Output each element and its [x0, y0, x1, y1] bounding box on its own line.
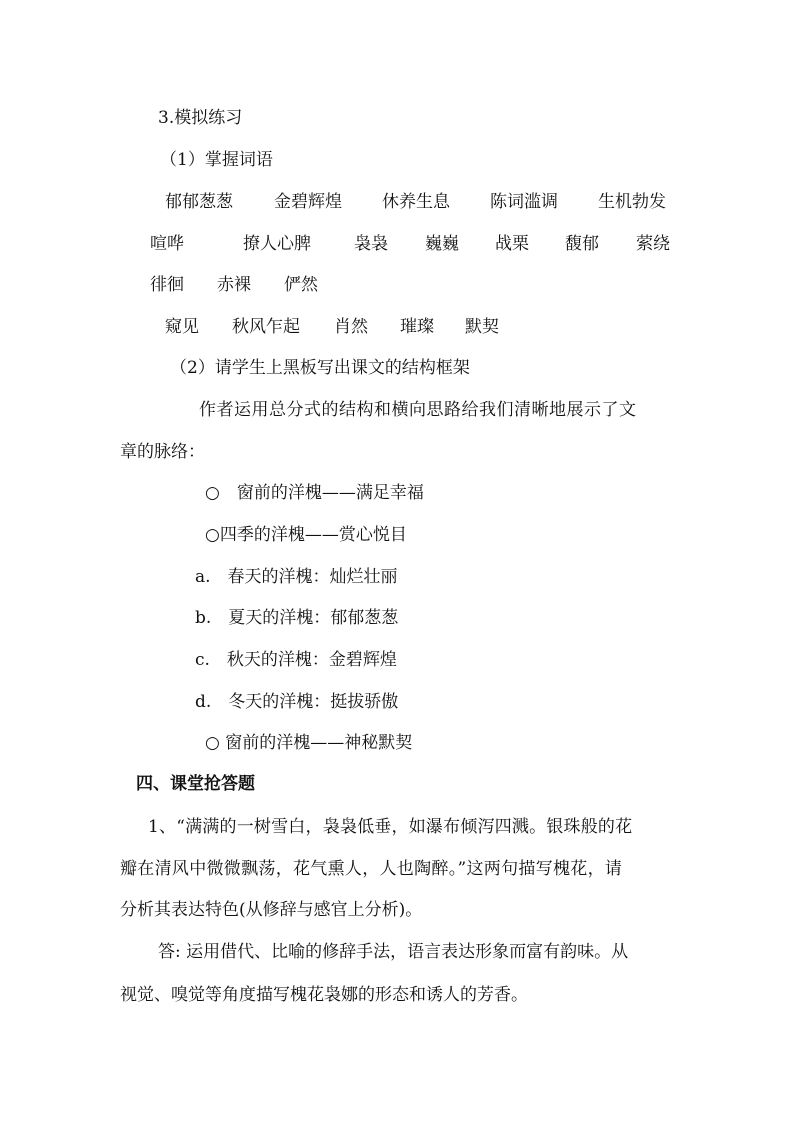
vocab-word: 徘徊	[150, 275, 184, 295]
vocab-word: 秋风乍起	[232, 317, 300, 337]
paragraph-line: 作者运用总分式的结构和横向思路给我们清晰地展示了文	[199, 400, 637, 420]
outline-item: ○四季的洋槐——赏心悦目	[205, 525, 407, 545]
question-line: 瓣在清风中微微飘荡，花气熏人，人也陶醉。”这两句描写槐花，请	[120, 859, 623, 879]
vocab-word: 生机勃发	[598, 192, 666, 212]
vocab-word: 馥郁	[565, 234, 599, 254]
vocab-word: 萦绕	[636, 234, 670, 254]
vocab-word: 喧哗	[150, 234, 184, 254]
vocab-word: 巍巍	[425, 234, 459, 254]
vocab-word: 肖然	[334, 317, 368, 337]
answer-line: 答: 运用借代、比喻的修辞手法，语言表达形象而富有韵味。从	[158, 942, 629, 962]
question-line: 分析其表达特色(从修辞与感官上分析)。	[120, 900, 423, 920]
paragraph-line: 章的脉络：	[120, 442, 205, 462]
vocab-word: 郁郁葱葱	[165, 192, 233, 212]
vocab-word: 窥见	[165, 317, 199, 337]
vocab-word: 俨然	[284, 275, 318, 295]
vocab-word: 休养生息	[382, 192, 450, 212]
outline-item: d. 冬天的洋槐：挺拔骄傲	[195, 692, 399, 712]
vocab-word: 陈词滥调	[490, 192, 558, 212]
vocab-word: 金碧辉煌	[274, 192, 342, 212]
subheading-vocabulary: （1）掌握词语	[160, 150, 273, 170]
vocab-word: 战栗	[495, 234, 529, 254]
vocab-word: 袅袅	[354, 234, 388, 254]
section-title: 四、课堂抢答题	[136, 774, 255, 794]
outline-item: ○ 窗前的洋槐——神秘默契	[205, 733, 413, 753]
vocab-word: 璀璨	[400, 317, 434, 337]
outline-item: a. 春天的洋槐：灿烂壮丽	[195, 567, 398, 587]
vocab-word: 撩人心脾	[243, 234, 311, 254]
vocab-word: 赤裸	[217, 275, 251, 295]
outline-item: c. 秋天的洋槐：金碧辉煌	[195, 650, 397, 670]
exercise-heading: 3.模拟练习	[158, 108, 243, 128]
vocab-word: 默契	[465, 317, 499, 337]
answer-line: 视觉、嗅觉等角度描写槐花袅娜的形态和诱人的芳香。	[120, 985, 528, 1005]
question-line: 1、“满满的一树雪白，袅袅低垂，如瀑布倾泻四溅。银珠般的花	[148, 817, 633, 837]
outline-item: ○ 窗前的洋槐——满足幸福	[205, 483, 424, 503]
outline-item: b. 夏天的洋槐：郁郁葱葱	[195, 608, 399, 628]
subheading-structure: （2）请学生上黑板写出课文的结构框架	[170, 358, 470, 378]
